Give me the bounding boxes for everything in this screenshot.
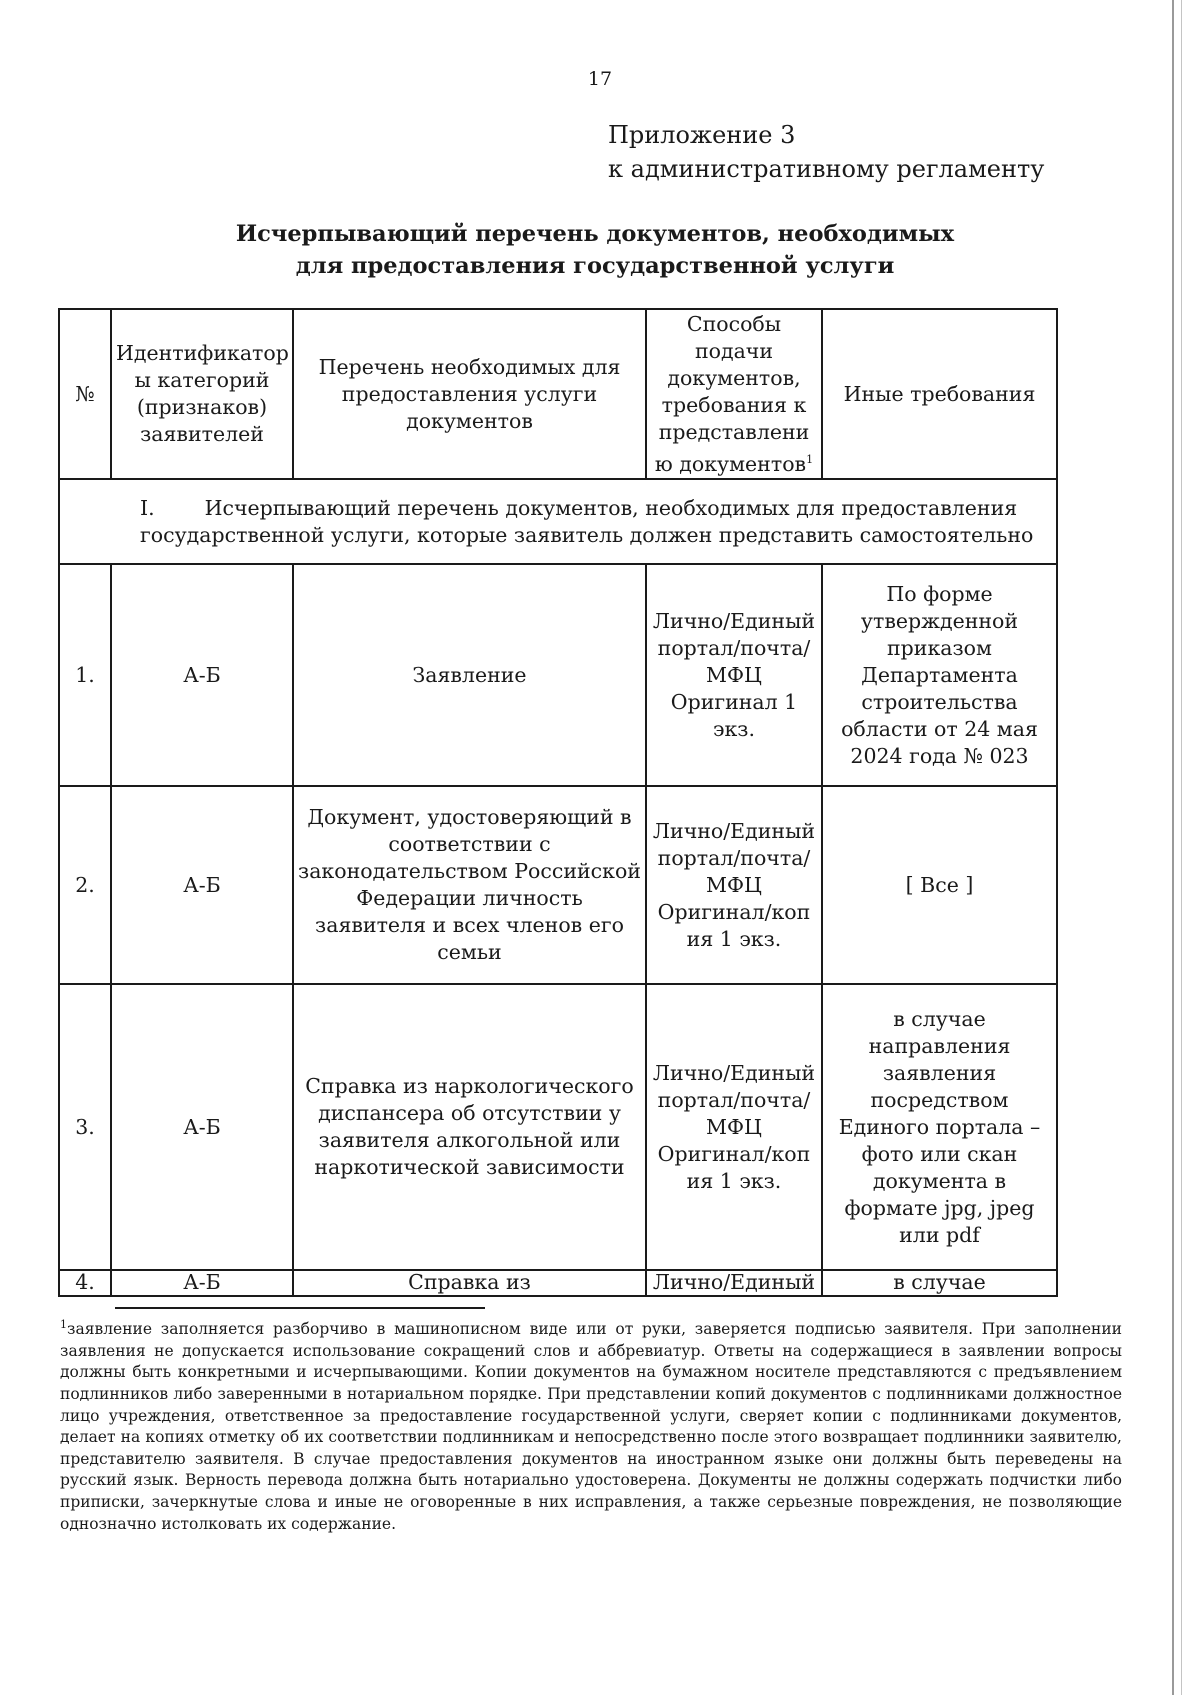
header-other: Иные требования (822, 309, 1057, 479)
footnote-text: заявление заполняется разборчиво в машинописном виде или от руки, заверяется подписью заявителя. При заполнении заявления не допускается использование сокращений слов и аббревиатур. Ответы на содержащиеся в заявлении вопросы должны быть конкретными и исчерпывающими. Копии документов на бумажном носителе представляются с предъявлением подлинников либо заверенными в нотариальном порядке. При представлении копий документов с подлинниками должностное лицо учреждения, ответственное за предоставление государственной услуги, сверяет копии с подлинниками документов, делает на копиях отметку об их соответствии подлинникам и непосредственно после этого возвращает подлинники заявителю, представителю заявителя. В случае предоставления документов на иностранном языке они должны быть переведены на русский язык. Верность перевода должна быть нотариально удостоверена. Документы не должны содержать подчистки либо приписки, зачеркнутые слова и иные не оговоренные в них исправления, а также серьезные повреждения, не позволяющие однозначно истолковать их содержание. (60, 1320, 1122, 1533)
section-text: Исчерпывающий перечень документов, необходимых для предоставления государственной услуги, которые заявитель должен представить самостоятельно (140, 495, 1034, 547)
appendix-line-2: к административному регламенту (608, 155, 1045, 183)
table-row (59, 984, 1057, 1270)
row-other: [ Все ] (822, 786, 1057, 984)
row-other: в случае направления заявления посредством Единого портала – фото или скан документа в формате jpg, jpeg или pdf (822, 984, 1057, 1270)
header-methods-text: Способы подачи документов, требования к представлени ю документов (654, 311, 810, 476)
row-method: Лично/Единый (646, 1270, 822, 1296)
row-method: Лично/Единый портал/почта/ МФЦ Оригинал/коп ия 1 экз. (646, 984, 822, 1270)
row-num: 4. (59, 1270, 111, 1296)
footnote-divider (115, 1307, 485, 1309)
footnote-marker: 1 (60, 1318, 67, 1331)
row-other: По форме утвержденной приказом Департамента строительства области от 24 мая 2024 года № 023 (822, 564, 1057, 786)
footnote (60, 1314, 1122, 1535)
row-category: А-Б (111, 564, 293, 786)
scan-edge-line (1181, 0, 1182, 1695)
appendix-line-1: Приложение 3 (608, 121, 796, 149)
row-document: Заявление (293, 564, 646, 786)
header-identifier: Идентификатор ы категорий (признаков) заявителей (111, 309, 293, 479)
row-category: А-Б (111, 786, 293, 984)
table-row (59, 564, 1057, 786)
page-number: 17 (587, 68, 613, 90)
header-methods (646, 309, 822, 479)
row-other: в случае (822, 1270, 1057, 1296)
appendix-header (608, 118, 1044, 186)
row-document: Справка из наркологического диспансера об отсутствии у заявителя алкогольной или наркотической зависимости (293, 984, 646, 1270)
row-method: Лично/Единый портал/почта/ МФЦ Оригинал 1 экз. (646, 564, 822, 786)
scan-edge-line (1172, 0, 1174, 1695)
title-line-1: Исчерпывающий перечень документов, необходимых (235, 221, 955, 247)
section-row (59, 479, 1057, 564)
table-header-row (59, 309, 1057, 479)
section-number: I. (140, 495, 155, 520)
footnote-ref: 1 (806, 452, 814, 466)
documents-table (58, 308, 1058, 1297)
title-line-2: для предоставления государственной услуги (295, 253, 895, 279)
table-row (59, 786, 1057, 984)
row-method: Лично/Единый портал/почта/ МФЦ Оригинал/коп ия 1 экз. (646, 786, 822, 984)
document-title (200, 218, 990, 282)
row-num: 2. (59, 786, 111, 984)
row-category: А-Б (111, 1270, 293, 1296)
row-document: Документ, удостоверяющий в соответствии с законодательством Российской Федерации личность заявителя и всех членов его семьи (293, 786, 646, 984)
row-document: Справка из (293, 1270, 646, 1296)
header-documents: Перечень необходимых для предоставления услуги документов (293, 309, 646, 479)
row-num: 1. (59, 564, 111, 786)
header-num: № (59, 309, 111, 479)
section-cell (59, 479, 1057, 564)
row-category: А-Б (111, 984, 293, 1270)
table-row (59, 1270, 1057, 1296)
row-num: 3. (59, 984, 111, 1270)
